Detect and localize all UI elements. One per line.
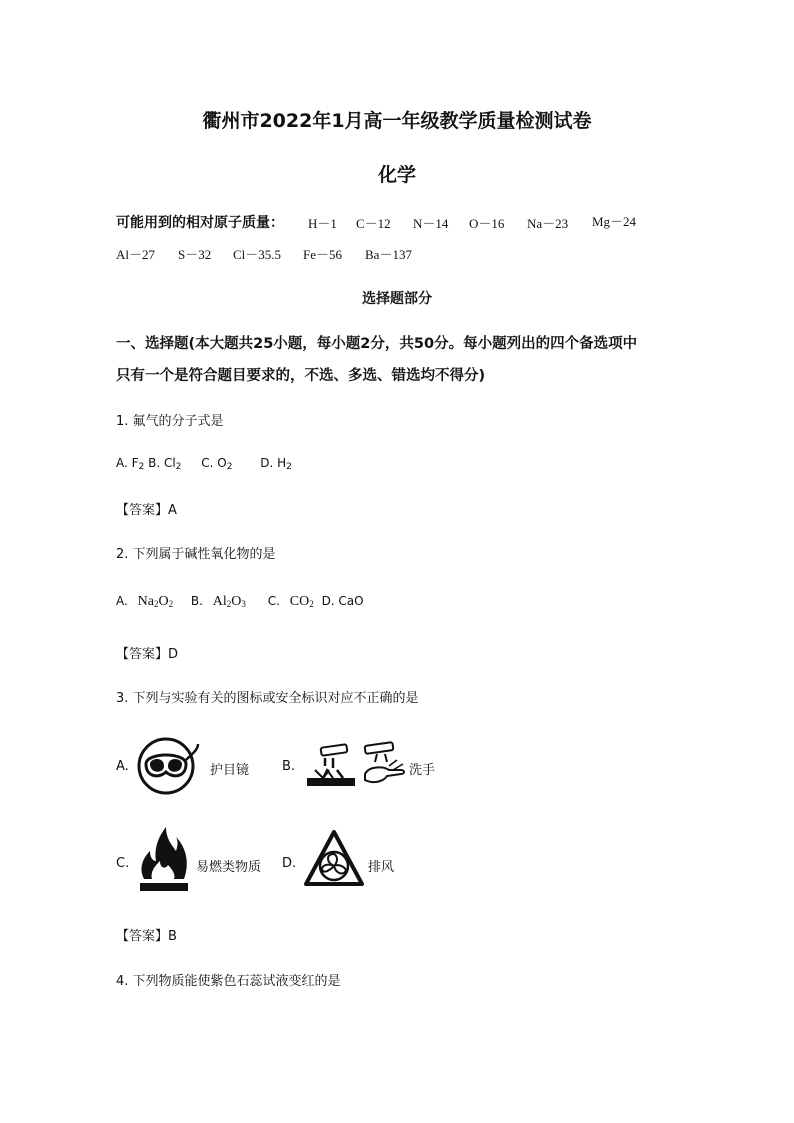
q1-options: [116, 456, 292, 472]
q1-option-d: D. $H_2$: [260, 456, 292, 472]
q2-option-d: D. CaO: [321, 594, 364, 608]
mass-mg: Mg－24: [592, 214, 637, 229]
q3-answer: [116, 925, 177, 944]
q3-option-d-text: 排风: [368, 860, 395, 875]
mass-al: Al－27: [116, 247, 156, 262]
answer-value: B: [168, 929, 177, 944]
q1-option-b: B. $Cl_2$: [148, 456, 182, 472]
q2-option-b-formula: $Al_2O_3$: [212, 594, 246, 609]
q1-option-a: A. $F_2$: [116, 456, 145, 472]
q2-option-c-label: C.: [267, 594, 280, 608]
section-intro-line1: 一、选择题(本大题共25小题，每小题2分，共50分。每小题列出的四个备选项中: [116, 336, 638, 352]
answer-tag: 【答案】: [116, 647, 169, 662]
atomic-mass-label: 可能用到的相对原子质量：: [116, 215, 284, 231]
mass-ba: Ba－137: [365, 247, 412, 262]
mass-s: S－32: [178, 247, 212, 262]
q4-stem: 4. 下列物质能使紫色石蕊试液变红的是: [116, 974, 341, 989]
q1-stem: 1. 氟气的分子式是: [116, 414, 224, 429]
q2-option-b-label: B.: [190, 594, 203, 608]
section-intro-line2: 只有一个是符合题目要求的，不选、多选、错选均不得分): [116, 368, 486, 384]
q2-option-c-formula: $CO_2$: [289, 594, 314, 609]
q3-option-a-label: A.: [116, 759, 129, 774]
q2-answer: [116, 643, 178, 662]
q3-option-b-text: 洗手: [409, 763, 436, 778]
mass-fe: Fe－56: [303, 247, 343, 262]
q3-option-d-label: D.: [282, 856, 297, 871]
subject-title: 化学: [377, 164, 416, 186]
mass-c: C－12: [356, 216, 391, 231]
q2-option-a-formula: $Na_2O_2$: [137, 594, 174, 609]
ventilation-fan-icon: [302, 828, 366, 890]
q1-answer: [116, 499, 177, 518]
corrosive-hazard-icon: [303, 740, 409, 790]
q2-options: [116, 594, 364, 610]
q3-option-c-label: C.: [116, 856, 130, 871]
q2-option-a-label: A.: [116, 594, 128, 608]
answer-tag: 【答案】: [116, 503, 169, 518]
q3-stem: 3. 下列与实验有关的图标或安全标识对应不正确的是: [116, 691, 419, 706]
q3-option-c-text: 易燃类物质: [196, 860, 262, 875]
flame-icon: [136, 823, 192, 893]
mass-na: Na－23: [527, 216, 569, 231]
q3-option-b-label: B.: [282, 759, 296, 774]
mass-h: H－1: [308, 216, 337, 231]
answer-value: A: [168, 503, 177, 518]
goggles-icon: [136, 734, 200, 796]
mass-o: O－16: [469, 216, 505, 231]
section-title: 选择题部分: [362, 291, 432, 307]
answer-tag: 【答案】: [116, 929, 169, 944]
q3-option-a-text: 护目镜: [210, 763, 250, 778]
q2-stem: 2. 下列属于碱性氧化物的是: [116, 547, 276, 562]
exam-title: 衢州市2022年1月高一年级教学质量检测试卷: [202, 110, 592, 132]
mass-cl: Cl－35.5: [233, 247, 282, 262]
answer-value: D: [168, 647, 179, 662]
q1-option-c: C. $O_2$: [201, 456, 233, 472]
mass-n: N－14: [413, 216, 449, 231]
